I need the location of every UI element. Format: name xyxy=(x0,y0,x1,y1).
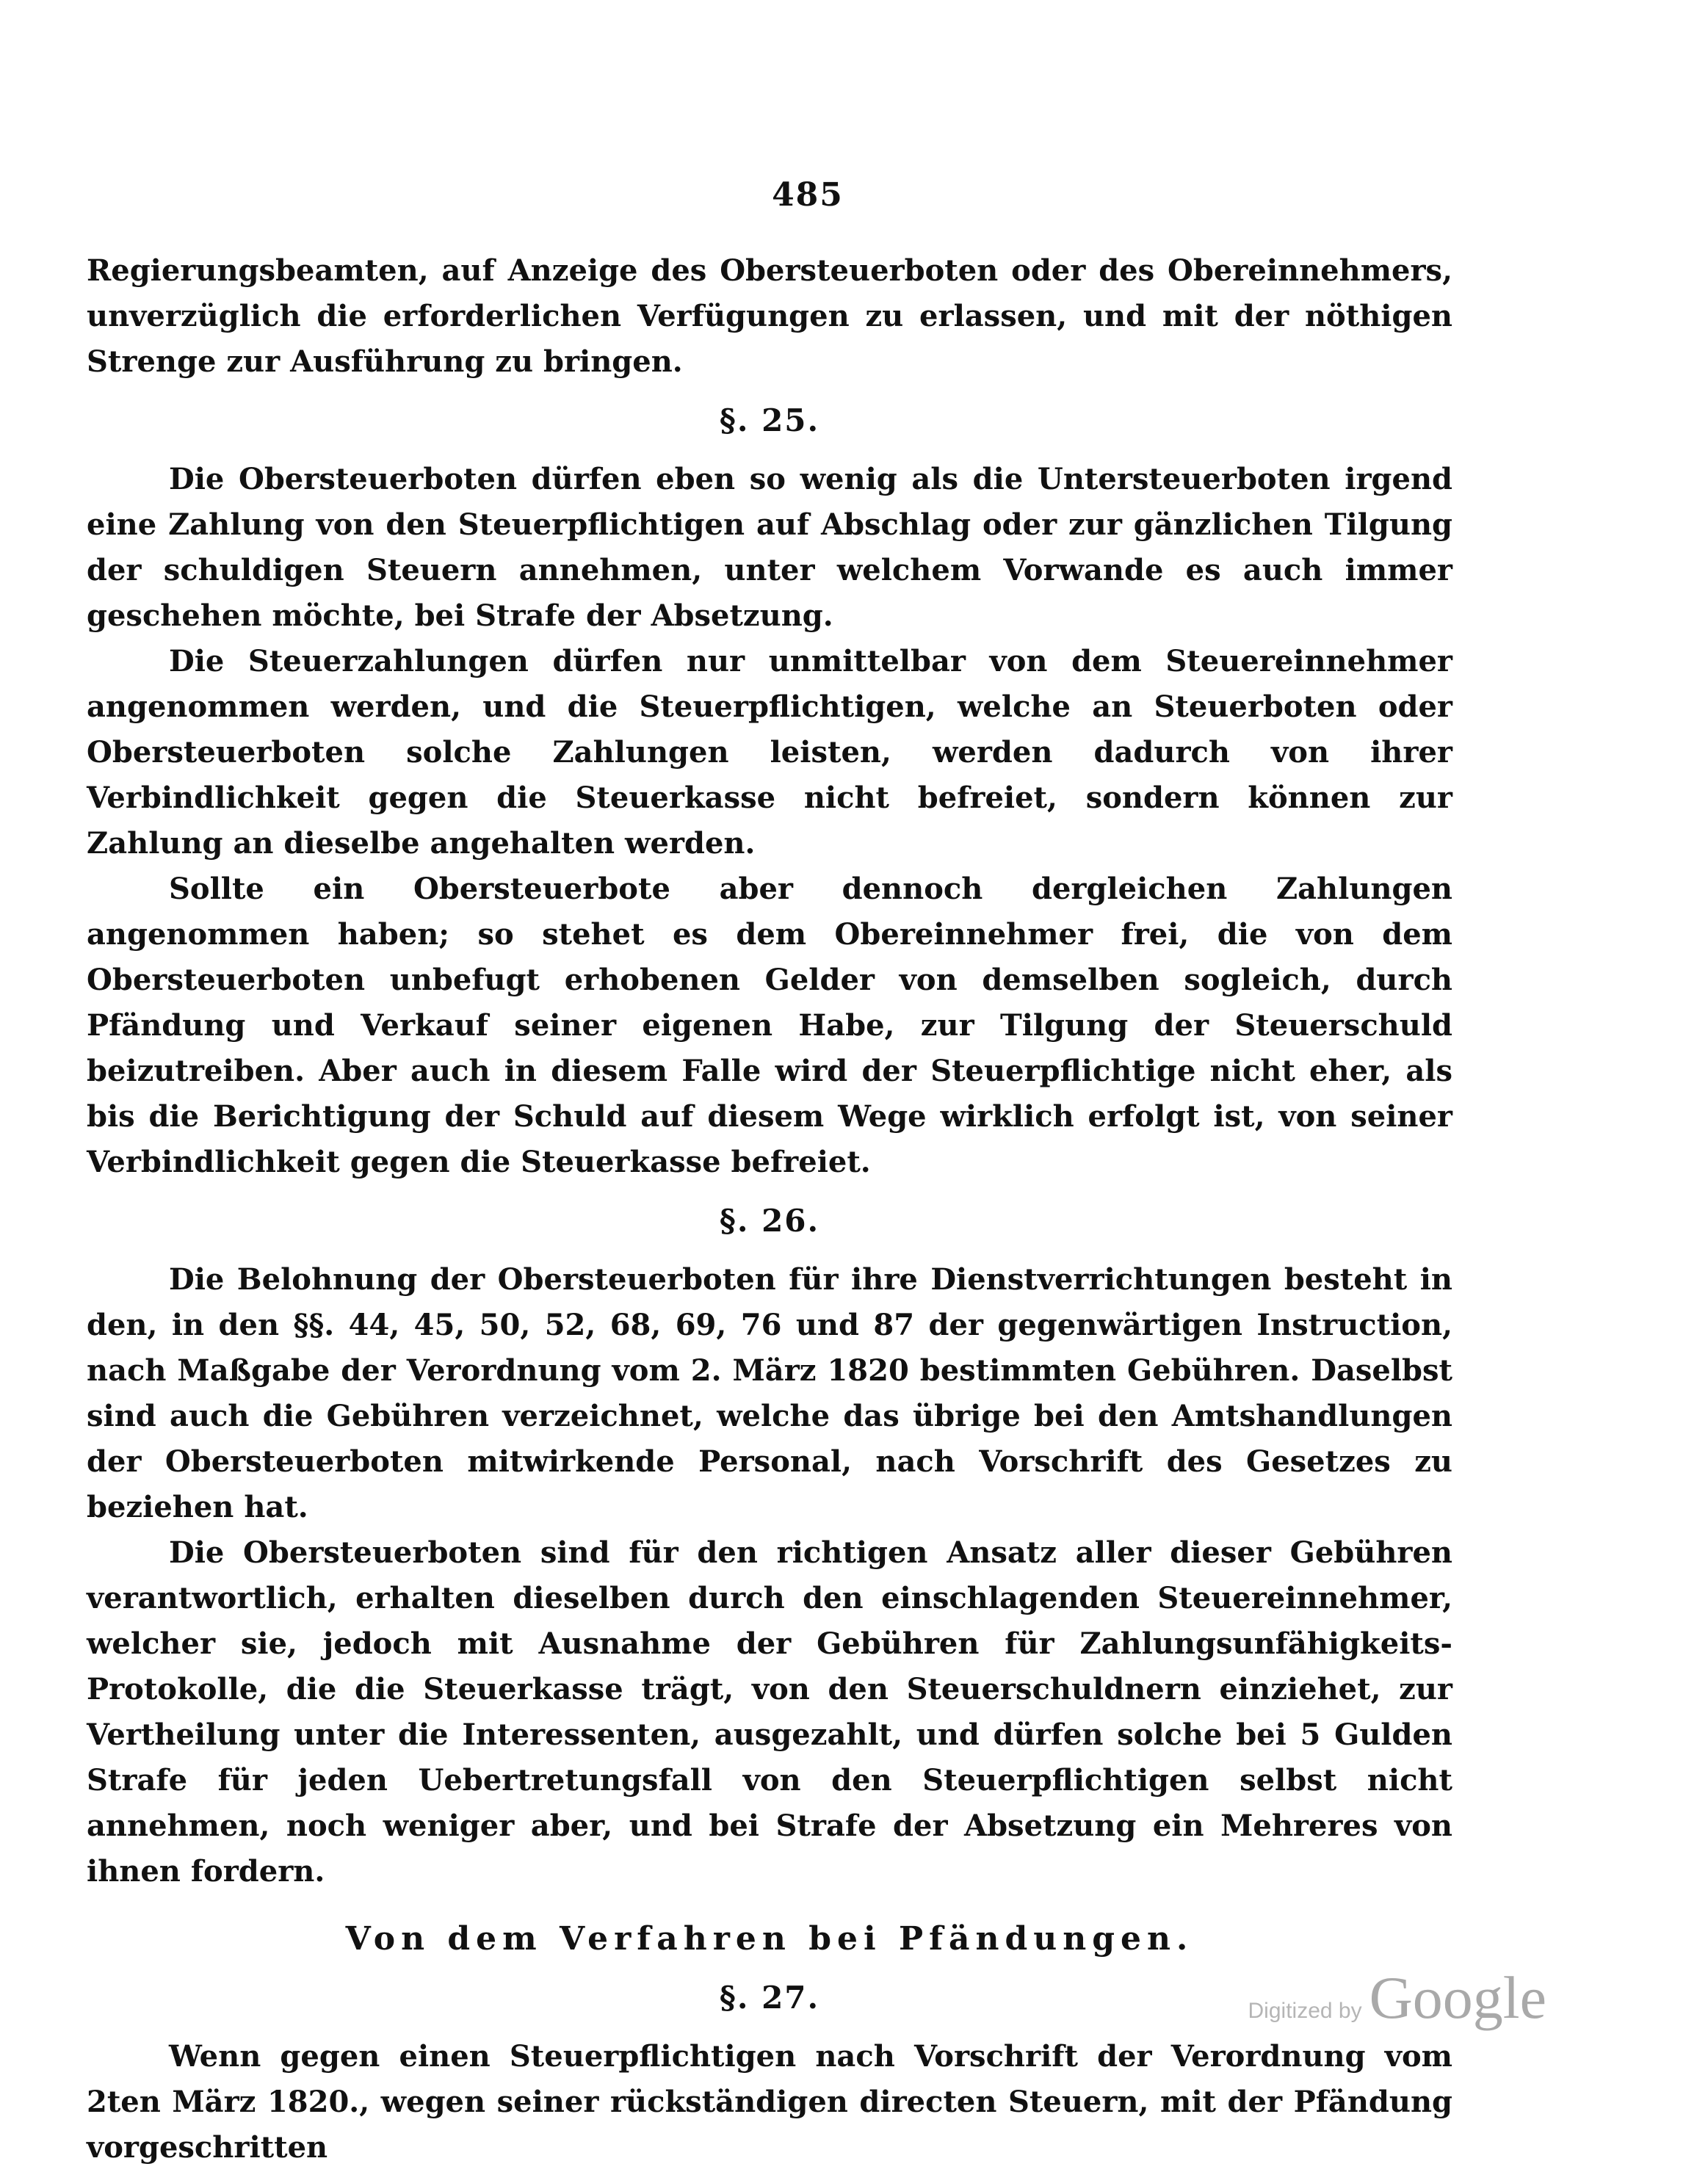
chapter-heading: Von dem Verfahren bei Pfändungen. xyxy=(345,1920,1194,1958)
section-heading-26: §. 26. xyxy=(719,1203,820,1239)
paragraph-26-2: Die Obersteuerboten sind für den richtigen Ansatz aller dieser Gebühren verantwortlich, erhalten dieselben durch den einschlagenden Steuereinnehmer, welcher sie, jedoch mit Ausnahme der Gebühren für Zahlungsunfähigkeits-Protokolle, die die Steuerkasse trägt, von den Steuerschuldnern einziehet, zur Vertheilung unter die Interessenten, ausgezahlt, und dürfen solche bei 5 Gulden Strafe für jeden Uebertretungsfall von den Steuerpflichtigen selbst nicht annehmen, noch weniger aber, und bei Strafe der Absetzung ein Mehreres von ihnen fordern. xyxy=(87,1535,1452,1889)
paragraph-27-1: Wenn gegen einen Steuerpflichtigen nach Vorschrift der Verordnung vom 2ten März 1820., wegen seiner rückständigen directen Steuern, mit der Pfändung vorgeschritten xyxy=(87,2039,1452,2165)
paragraph-25-3: Sollte ein Obersteuerbote aber dennoch dergleichen Zahlungen angenommen haben; so stehet es dem Obereinnehmer frei, die von dem Obersteuerboten unbefugt erhobenen Gelder von demselben sogleich, durch Pfändung und Verkauf seiner eigenen Habe, zur Tilgung der Steuerschuld beizutreiben. Aber auch in diesem Falle wird der Steuerpflichtige nicht eher, als bis die Berichtigung der Schuld auf diesem Wege wirklich erfolgt ist, von seiner Verbindlichkeit gegen die Steuerkasse befreiet. xyxy=(87,872,1452,1179)
watermark-small-text: Digitized by xyxy=(1248,1999,1362,2023)
paragraph-25-1: Die Obersteuerboten dürfen eben so wenig als die Untersteuerboten irgend eine Zahlung von den Steuerpflichtigen auf Abschlag oder zur gänzlichen Tilgung der schuldigen Steuern annehmen, unter welchem Vorwande es auch immer geschehen möchte, bei Strafe der Absetzung. xyxy=(87,462,1452,633)
watermark-logo-text: Google xyxy=(1369,1964,1546,2031)
body-text xyxy=(87,248,1452,2171)
paragraph-26-1: Die Belohnung der Obersteuerboten für ihre Dienstverrichtungen besteht in den, in den §§. 44, 45, 50, 52, 68, 69, 76 und 87 der gegenwärtigen Instruction, nach Maßgabe der Verordnung vom 2. März 1820 bestimmten Gebühren. Daselbst sind auch die Gebühren verzeichnet, welche das übrige bei den Amtshandlungen der Obersteuerboten mitwirkende Personal, nach Vorschrift des Gesetzes zu beziehen hat. xyxy=(87,1262,1452,1524)
section-heading-25: §. 25. xyxy=(719,402,820,438)
section-heading-27: §. 27. xyxy=(719,1980,820,2016)
paragraph-continuation: Regierungsbeamten, auf Anzeige des Obersteuerboten oder des Obereinnehmers, unverzüglich die erforderlichen Verfügungen zu erlassen, und mit der nöthigen Strenge zur Ausführung zu bringen. xyxy=(87,253,1452,379)
paragraph-25-2: Die Steuerzahlungen dürfen nur unmittelbar von dem Steuereinnehmer angenommen werden, und die Steuerpflichtigen, welche an Steuerboten oder Obersteuerboten solche Zahlungen leisten, werden dadurch von ihrer Verbindlichkeit gegen die Steuerkasse nicht befreiet, sondern können zur Zahlung an dieselbe angehalten werden. xyxy=(87,644,1452,861)
page-number: 485 xyxy=(772,176,844,214)
digitized-watermark xyxy=(1248,1963,1546,2032)
